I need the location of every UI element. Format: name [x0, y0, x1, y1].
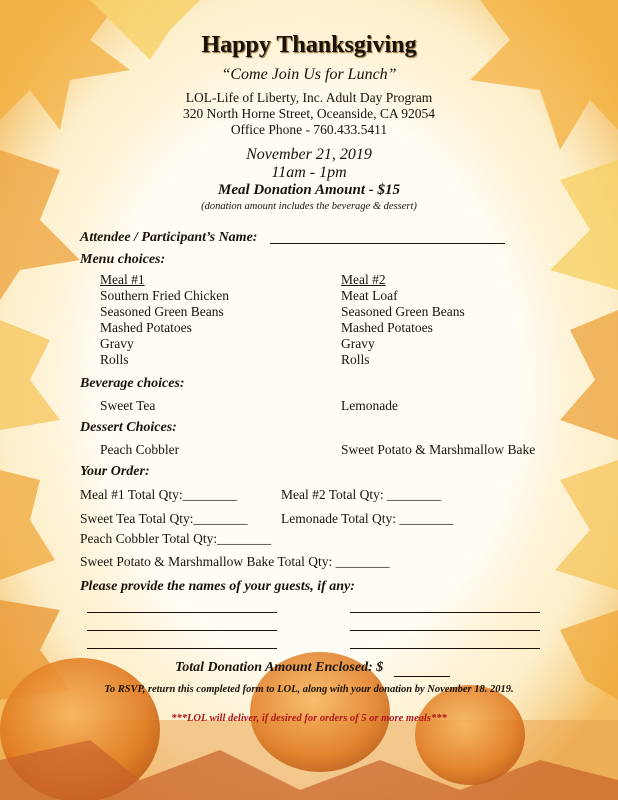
list-item: Mashed Potatoes	[341, 320, 433, 335]
organization-info	[0, 90, 618, 138]
org-address: 320 North Horne Street, Oceanside, CA 92054	[183, 106, 435, 121]
event-datetime	[0, 146, 618, 182]
beverage-lemonade: Lemonade	[341, 398, 398, 413]
list-item: Southern Fried Chicken	[100, 288, 229, 303]
guest-name-field[interactable]	[87, 630, 277, 631]
donation-amount: Meal Donation Amount - $15	[218, 182, 400, 198]
peach-cobbler-qty-field[interactable]: Peach Cobbler Total Qty:________	[80, 531, 272, 546]
guest-name-field[interactable]	[87, 648, 277, 649]
page-title: Happy Thanksgiving	[201, 32, 417, 58]
attendee-label: Attendee / Participant’s Name:	[80, 230, 258, 245]
total-donation-field[interactable]	[394, 676, 450, 677]
dessert-peach-cobbler: Peach Cobbler	[100, 442, 180, 457]
list-item: Gravy	[341, 336, 375, 351]
meal1-qty-field[interactable]: Meal #1 Total Qty:________	[80, 487, 237, 502]
rsvp-instructions: To RSVP, return this completed form to LOL, along with your donation by November 18. 2019.	[104, 684, 514, 695]
meal1-list	[100, 272, 229, 368]
list-item: Seasoned Green Beans	[100, 304, 224, 319]
guests-label: Please provide the names of your guests, if any:	[80, 579, 355, 594]
guest-name-field[interactable]	[350, 648, 540, 649]
subtitle: “Come Join Us for Lunch”	[221, 66, 397, 83]
list-item: Rolls	[341, 352, 370, 367]
donation-note: (donation amount includes the beverage & dessert)	[201, 201, 417, 212]
meal2-qty-field[interactable]: Meal #2 Total Qty: ________	[281, 487, 442, 502]
lemonade-qty-field[interactable]: Lemonade Total Qty: ________	[281, 511, 454, 526]
list-item: Rolls	[100, 352, 129, 367]
order-label: Your Order:	[80, 464, 150, 479]
dessert-label: Dessert Choices:	[80, 420, 177, 435]
org-phone: Office Phone - 760.433.5411	[230, 122, 388, 137]
meal1-heading: Meal #1	[100, 272, 145, 287]
event-date: November 21, 2019	[246, 146, 372, 163]
dessert-sweet-potato: Sweet Potato & Marshmallow Bake	[341, 442, 536, 457]
attendee-name-field[interactable]	[270, 243, 505, 244]
guest-name-field[interactable]	[350, 612, 540, 613]
org-name: LOL-Life of Liberty, Inc. Adult Day Program	[185, 90, 433, 105]
beverage-sweet-tea: Sweet Tea	[100, 398, 156, 413]
guest-name-field[interactable]	[350, 630, 540, 631]
event-time: 11am - 1pm	[271, 164, 347, 181]
sweet-potato-qty-field[interactable]: Sweet Potato & Marshmallow Bake Total Qty: ________	[80, 554, 390, 569]
list-item: Gravy	[100, 336, 134, 351]
list-item: Meat Loaf	[341, 288, 398, 303]
meal2-list	[341, 272, 465, 368]
beverage-label: Beverage choices:	[80, 376, 185, 391]
delivery-note: ***LOL will deliver, if desired for orders of 5 or more meals***	[171, 713, 447, 724]
list-item: Mashed Potatoes	[100, 320, 192, 335]
total-donation-label: Total Donation Amount Enclosed: $	[175, 660, 384, 675]
menu-label: Menu choices:	[80, 252, 166, 267]
guest-name-field[interactable]	[87, 612, 277, 613]
meal2-heading: Meal #2	[341, 272, 386, 287]
sweet-tea-qty-field[interactable]: Sweet Tea Total Qty:________	[80, 511, 248, 526]
list-item: Seasoned Green Beans	[341, 304, 465, 319]
